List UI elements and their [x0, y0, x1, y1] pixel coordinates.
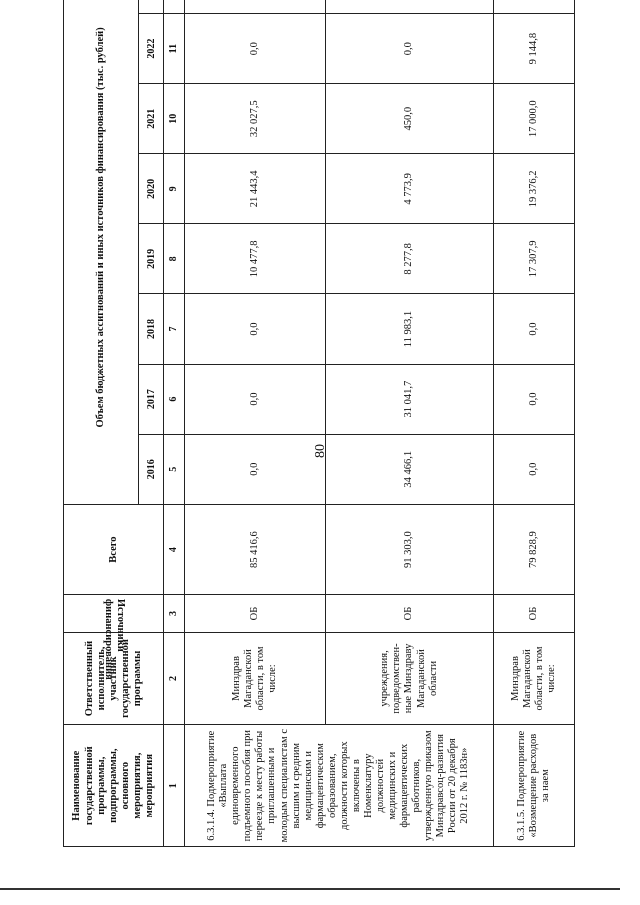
row-total: 85 416,6 — [184, 504, 325, 595]
row-value: 0,0 — [184, 364, 325, 434]
row-value: 31 041,7 — [325, 364, 493, 434]
row-value: 0,0 — [494, 434, 575, 504]
header-year: 2020 — [139, 154, 164, 224]
column-number: 6 — [164, 364, 184, 434]
row-value: 10 477,8 — [184, 224, 325, 294]
row-value: 0,0 — [325, 14, 493, 84]
row-value: 32 027,5 — [184, 84, 325, 154]
row-value: 0,0 — [184, 434, 325, 504]
header-col-executor: Ответственный исполнитель, участник государственной программы — [64, 632, 164, 725]
row-source: ОБ — [325, 595, 493, 632]
header-year: 2016 — [139, 434, 164, 504]
header-group: Объем бюджетных ассигнований и иных источников финансирования (тыс. рублей) — [64, 0, 139, 504]
header-year: 2018 — [139, 294, 164, 364]
row-value: 34 466,1 — [325, 434, 493, 504]
column-number: 10 — [164, 84, 184, 154]
header-year: 2017 — [139, 364, 164, 434]
header-year: 2021 — [139, 84, 164, 154]
row-value: 450,0 — [325, 84, 493, 154]
column-number: 11 — [164, 14, 184, 84]
column-number: 2 — [164, 632, 184, 725]
column-number: 7 — [164, 294, 184, 364]
column-number: 8 — [164, 224, 184, 294]
row-value: 19 376,2 — [494, 154, 575, 224]
header-year: 2022 — [139, 14, 164, 84]
header-col-total: Всего — [64, 504, 164, 595]
header-year — [139, 0, 164, 14]
row-executor: Минздрав Магаданской области, в том числе: — [494, 632, 575, 725]
row-value — [184, 0, 325, 14]
row-total: 91 303,0 — [325, 504, 493, 595]
column-number: 9 — [164, 154, 184, 224]
column-number: 1 — [164, 725, 184, 847]
row-name: 6.3.1.4. Подмероприятие «Выплата единовременного подъемного пособия при переезде к месту работы приглашенным и молодым специалистам с высшим и средним медицинским и фармацевтическим образованием, должности которых включены в Номенклатуру должностей медицинских и фармацевтических работников, утвержденную приказом Минздравсоц-развития России от 20 декабря 2012 г. № 1183н» — [184, 725, 494, 847]
row-source: ОБ — [184, 595, 325, 632]
financing-table — [63, 0, 575, 847]
row-name: 6.3.1.5. Подмероприятие «Возмещение расходов за наем — [494, 725, 575, 847]
page-number: 80 — [313, 444, 328, 458]
row-total: 79 828,9 — [494, 504, 575, 595]
column-number: 5 — [164, 434, 184, 504]
column-number: 4 — [164, 504, 184, 595]
row-value: 17 307,9 — [494, 224, 575, 294]
row-executor: Минздрав Магаданской области, в том числе: — [184, 632, 325, 725]
row-value: 11 983,1 — [325, 294, 493, 364]
row-value: 9 144,8 — [494, 14, 575, 84]
row-executor: учреждения, подведомствен-ные Минздраву Магаданской области — [325, 632, 493, 725]
header-col-source-text: Источники финансирования — [102, 598, 126, 680]
row-value: 21 443,4 — [184, 154, 325, 224]
row-value: 0,0 — [184, 294, 325, 364]
row-value: 4 773,9 — [325, 154, 493, 224]
row-value: 8 277,8 — [325, 224, 493, 294]
row-value — [325, 0, 493, 14]
column-number: 3 — [164, 595, 184, 632]
table-row — [325, 0, 493, 847]
header-col-name: Наименование государственной программы, подпрограммы, основного мероприятия, мероприятия — [64, 725, 164, 847]
column-number — [164, 0, 184, 14]
page-bottom-rule — [0, 888, 620, 890]
row-value: 0,0 — [494, 364, 575, 434]
row-value: 0,0 — [184, 14, 325, 84]
table-row — [494, 0, 575, 847]
header-year: 2019 — [139, 224, 164, 294]
row-source: ОБ — [494, 595, 575, 632]
table-row — [184, 0, 325, 847]
row-value: 17 000,0 — [494, 84, 575, 154]
row-value: 0,0 — [494, 294, 575, 364]
row-value — [494, 0, 575, 14]
